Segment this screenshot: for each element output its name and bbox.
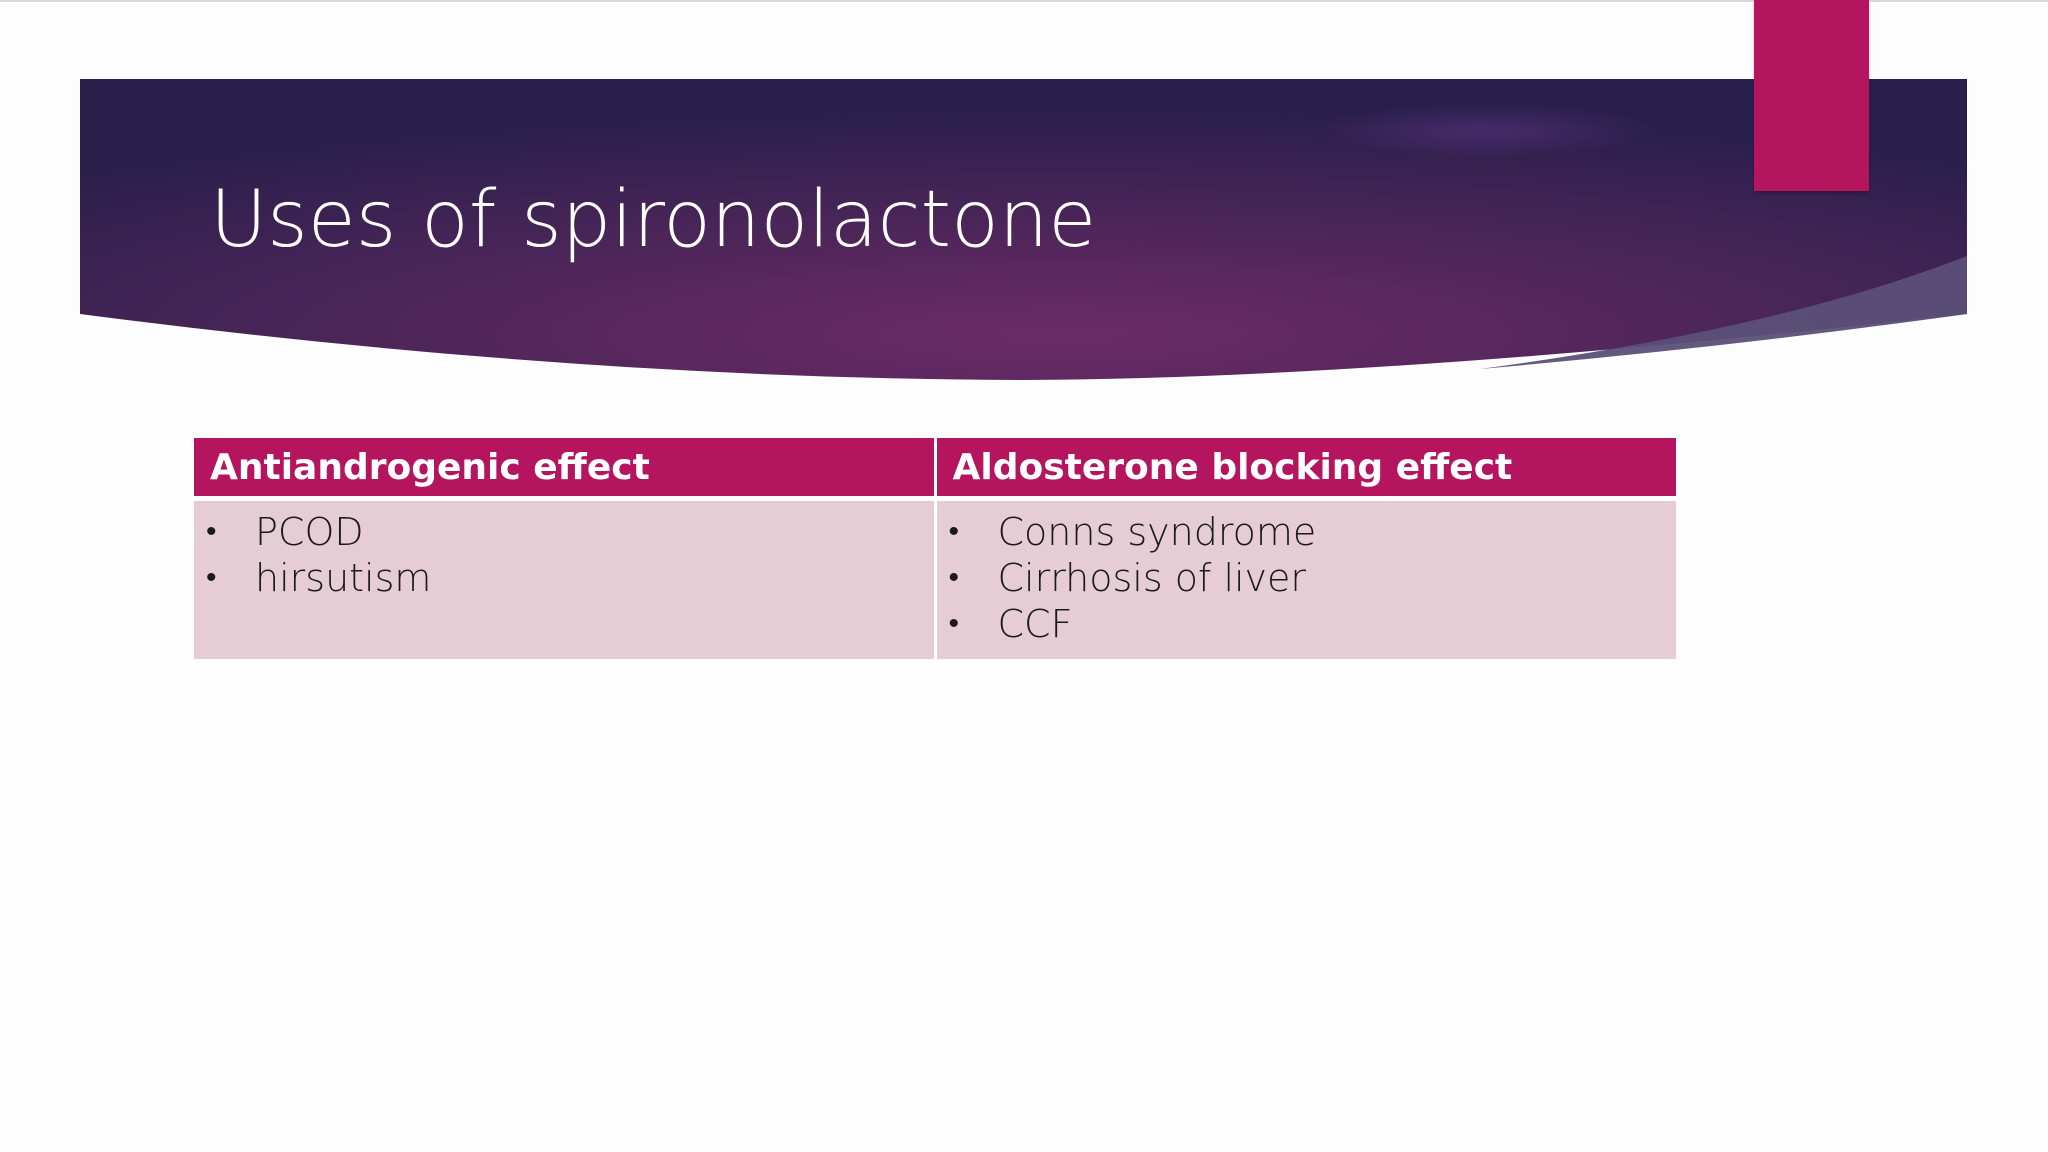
cell-aldosterone-uses [935,499,1676,660]
list-item [949,555,1677,601]
list-item [206,555,934,601]
list-item-text: Conns syndrome [997,510,1317,554]
table-row [194,499,1676,660]
aldosterone-list [949,509,1677,647]
column-header-antiandrogenic: Antiandrogenic effect [194,438,935,499]
cell-antiandrogenic-uses [194,499,935,660]
top-divider [0,0,2048,2]
list-item-text: hirsutism [255,556,432,600]
antiandrogenic-list [206,509,934,601]
bullet-icon: • [948,514,960,549]
bullet-icon: • [948,560,960,595]
slide-title: Uses of spironolactone [210,175,1097,265]
column-header-aldosterone: Aldosterone blocking effect [935,438,1676,499]
list-item-text: CCF [997,602,1073,646]
bullet-icon: • [948,606,960,641]
list-item-text: Cirrhosis of liver [997,556,1307,600]
effects-table [194,438,1676,659]
table-header-row [194,438,1676,499]
list-item-text: PCOD [255,510,364,554]
bullet-icon: • [206,560,217,595]
bullet-icon: • [206,514,217,549]
accent-bookmark [1754,0,1869,191]
list-item [949,509,1677,555]
list-item [949,601,1677,647]
list-item [206,509,934,555]
